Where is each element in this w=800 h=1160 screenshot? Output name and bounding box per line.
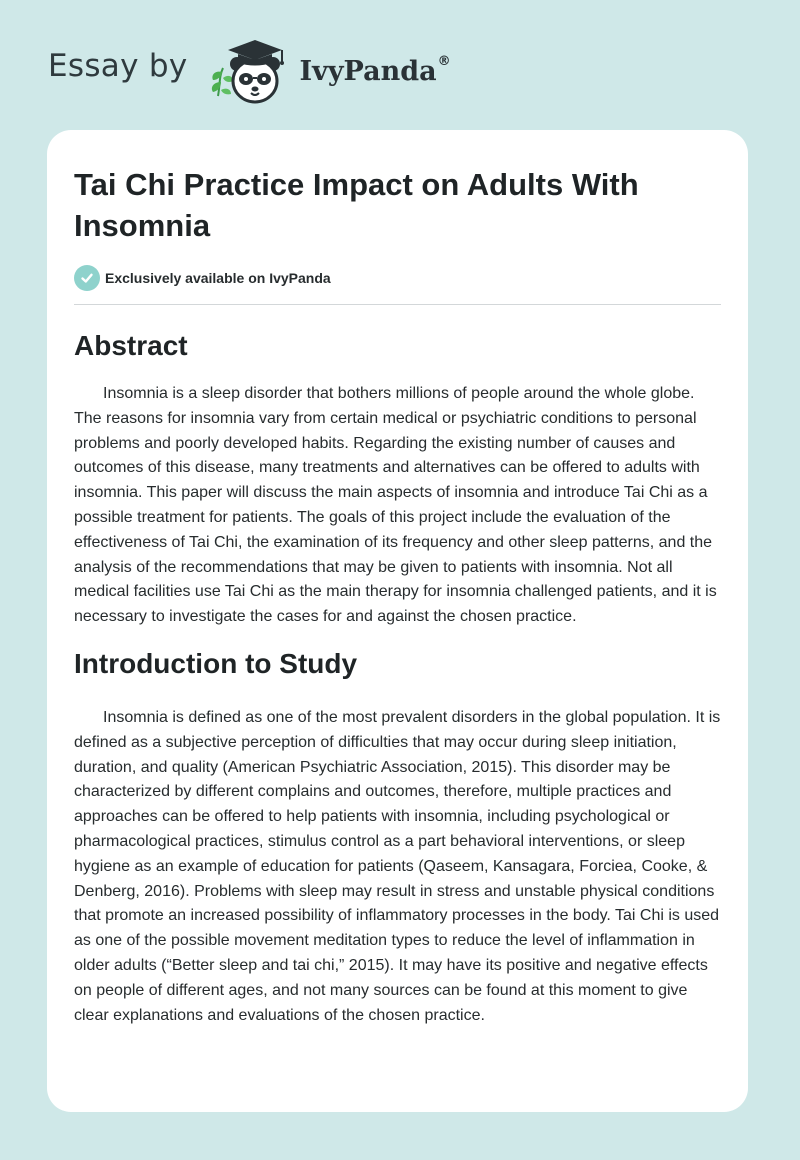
brand-name: IvyPanda® <box>299 53 451 87</box>
checkmark-icon <box>74 265 100 291</box>
brand-prefix: Essay by <box>48 48 188 84</box>
section-body-abstract: Insomnia is a sleep disorder that bothers millions of people around the whole globe. The reasons for insomnia vary from certain medical or psychiatric conditions to personal problems and poorly developed habits. Regarding the existing number of causes and outcomes of this disease, many treatments and alternatives can be offered to adults with insomnia. This paper will discuss the main aspects of insomnia and introduce Tai Chi as a possible treatment for patients. The goals of this project include the evaluation of the effectiveness of Tai Chi, the examination of its frequency and other sleep patterns, and the analysis of the recommendations that may be given to patients with insomnia. Not all medical facilities use Tai Chi as the main therapy for insomnia challenged patients, and it is necessary to investigate the cases for and against the chosen practice. <box>74 385 717 626</box>
exclusive-label: Exclusively available on IvyPanda <box>105 270 331 286</box>
exclusive-badge <box>74 265 721 291</box>
section-heading-abstract: Abstract <box>74 330 188 361</box>
section-body-introduction: Insomnia is defined as one of the most prevalent disorders in the global population. It is defined as a subjective perception of difficulties that may occur during sleep initiation, duration, and quality (American Psychiatric Association, 2015). This disorder may be characterized by different complains and outcomes, therefore, multiple practices and approaches can be offered to help patients with insomnia, including psychological or pharmacological practices, stimulus control as a part behavioral interventions, or sleep hygiene as an example of education for patients (Qaseem, Kansagara, Forciea, Cooke, & Denberg, 2016). Problems with sleep may result in stress and unstable physical conditions that promote an increased possibility of inflammatory processes in the body. Tai Chi is used as one of the possible movement meditation types to reduce the level of inflammation in older adults (“Better sleep and tai chi,” 2015). It may have its positive and negative effects on people of different ages, and not many sources can be found at this moment to give clear explanations and evaluations of the chosen practice. <box>74 708 721 1024</box>
section-heading-introduction: Introduction to Study <box>74 647 358 679</box>
panda-logo-icon <box>204 34 294 110</box>
essay-card <box>47 130 748 1112</box>
essay-title: Tai Chi Practice Impact on Adults With Insomnia <box>74 167 639 243</box>
registered-mark: ® <box>437 53 451 69</box>
brand-header[interactable] <box>48 34 451 110</box>
divider <box>74 304 721 305</box>
